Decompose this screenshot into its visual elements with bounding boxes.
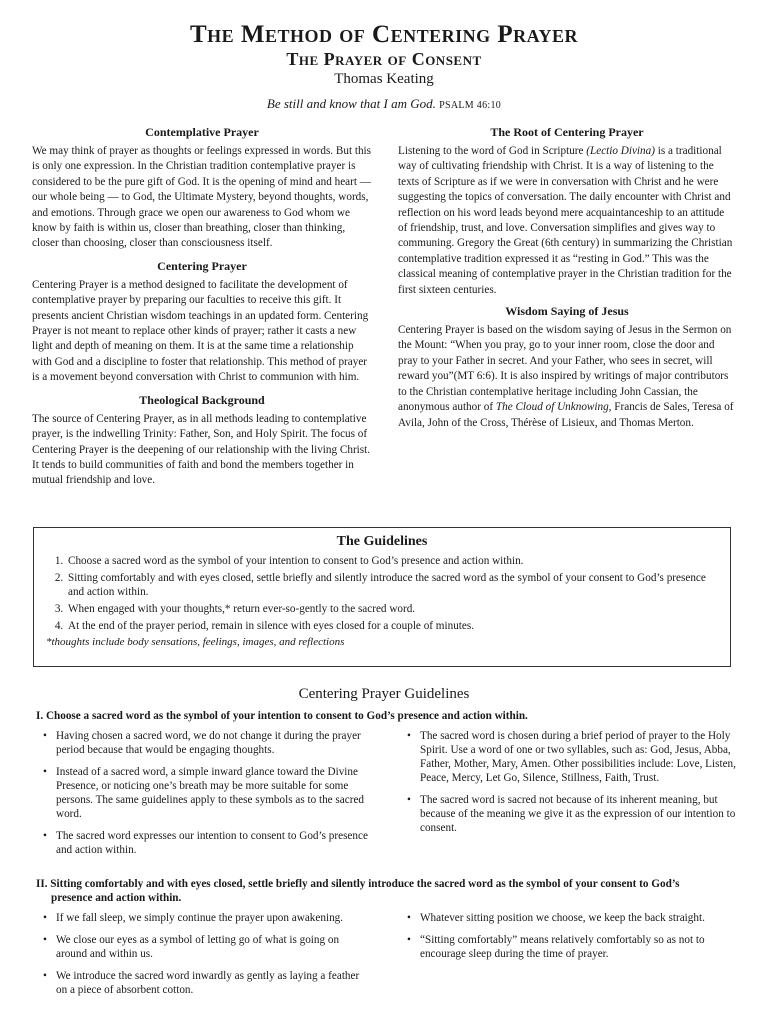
author: Thomas Keating — [334, 71, 434, 87]
wisdom-text-italic: The Cloud of Unknowing, — [495, 401, 612, 414]
guideline-item: 4. At the end of the prayer period, remain in silence with eyes closed for a couple of minutes. — [66, 619, 718, 633]
guideline-item: 3. When engaged with your thoughts,* return ever-so-gently to the sacred word. — [66, 602, 718, 616]
heading-theological-background: Theological Background — [139, 392, 265, 407]
list-item: • Having chosen a sacred word, we do not change it during the prayer period because that would be engaging thoughts. — [56, 729, 372, 757]
root-text-italic: (Lectio Divina) — [586, 145, 655, 157]
list-item: • The sacred word expresses our intention to consent to God’s presence and action within. — [56, 829, 372, 857]
list-item: • Whatever sitting position we choose, we keep the back straight. — [420, 911, 736, 925]
guidelines-list — [46, 554, 718, 633]
cpg-section-1 — [36, 709, 736, 865]
paragraph-wisdom-saying — [398, 323, 736, 431]
document-header — [0, 0, 768, 114]
wisdom-text-b: Francis de Sales, Teresa of Avila, John of the Cross, Thérèse of Lisieux, and Thomas Merton. — [398, 401, 734, 429]
section-1-columns — [36, 729, 736, 865]
list-item: • Instead of a sacred word, a simple inward glance toward the Divine Presence, or noticing one’s breath may be more suitable for some persons. The same guidelines apply to these symbols as to the sacred word. — [56, 765, 372, 821]
guidelines-title: The Guidelines — [336, 534, 428, 549]
guidelines-footnote: *thoughts include body sensations, feelings, images, and reflections — [46, 636, 345, 648]
section-2-left — [36, 911, 372, 1005]
section-2-right — [400, 911, 736, 1005]
guidelines-box — [33, 527, 731, 667]
section-2-columns — [36, 911, 736, 1005]
paragraph-root-of-centering-prayer — [398, 144, 736, 298]
list-item: • We introduce the sacred word inwardly as gently as laying a feather on a piece of absorbent cotton. — [56, 969, 372, 997]
scripture-quote — [0, 96, 768, 114]
cpg-title: Centering Prayer Guidelines — [298, 686, 470, 702]
section-1-right — [400, 729, 736, 865]
document-title: The Method of Centering Prayer — [190, 21, 578, 48]
list-item: • The sacred word is chosen during a brief period of prayer to the Holy Spirit. Use a word of one or two syllables, such as: God, Jesus, Abba, Father, Mother, Mary, Amen. Other possibilities include: Love, Listen, Peace, Mercy, Let Go, Silence, Stillness, Faith, Trust. — [420, 729, 736, 785]
section-1-heading: I. Choose a sacred word as the symbol of your intention to consent to God’s presence and action within. — [36, 710, 528, 722]
heading-wisdom-saying: Wisdom Saying of Jesus — [505, 304, 629, 319]
section-1-left — [36, 729, 372, 865]
paragraph-theological-background: The source of Centering Prayer, as in all methods leading to contemplative prayer, is the indwelling Trinity: Father, Son, and Holy Spirit. The focus of Centering Prayer is the deepening of our relationship with the living Christ. It tends to build communities of faith and bond the members together in mutual friendship and love. — [32, 412, 371, 487]
intro-columns — [32, 124, 736, 495]
root-text-a: Listening to the word of God in Scripture — [398, 145, 587, 157]
section-2-heading — [36, 877, 736, 905]
root-text-b: is a traditional way of cultivating friendship with Christ. It is a way of listening to the texts of Scripture as if we were in conversation with Christ and he were suggesting the topics of conversation. The daily encounter with Christ and reflection on his word leads beyond mere acquaintanceship to an attitude of friendship, trust, and love. Conversation simplifies and gives way to communing. Gregory the Great (6th century) in summarizing the Christian contemplative tradition expressed it as “resting in God.” This was the classical meaning of contemplative prayer in the Christian tradition for the first sixteen centuries. — [398, 145, 733, 296]
section-2-heading-line-2: presence and action within. — [51, 892, 182, 904]
heading-contemplative-prayer: Contemplative Prayer — [145, 125, 259, 139]
list-item: • If we fall sleep, we simply continue the prayer upon awakening. — [56, 911, 372, 925]
cpg-section-2 — [36, 877, 736, 1005]
quote-reference: PSALM 46:10 — [439, 100, 502, 111]
paragraph-centering-prayer: Centering Prayer is a method designed to facilitate the development of contemplative prayer by preparing our faculties to receive this gift. It presents ancient Christian wisdom teachings in an updated form. Centering Prayer is not meant to replace other kinds of prayer; rather it casts a new light and depth of meaning on them. It is at the same time a relationship with God and a discipline to foster that relationship. This method of prayer is a movement beyond conversation with Christ to communion with him. — [32, 278, 369, 384]
list-item: • We close our eyes as a symbol of letting go of what is going on around and within us. — [56, 933, 372, 961]
left-column — [32, 124, 372, 495]
wisdom-text-a: Centering Prayer is based on the wisdom saying of Jesus in the Sermon on the Mount: “When you pray, go to your inner room, close the door and pray to your Father in secret. And your Father, who sees in secret, will reward you”(MT 6:6). It is also inspired by writings of major contributors to the Christian contemplative heritage including John Cassian, the anonymous author of — [398, 324, 732, 414]
list-item: • The sacred word is sacred not because of its inherent meaning, but because of the meaning we give it as the expression of our intention to consent. — [420, 793, 736, 835]
heading-centering-prayer: Centering Prayer — [157, 258, 247, 273]
section-2-heading-line-1: II. Sitting comfortably and with eyes closed, settle briefly and silently introduce the sacred word as the symbol of your consent to God’s — [36, 878, 680, 890]
quote-text: Be still and know that I am God. — [266, 96, 436, 111]
guideline-item: 1. Choose a sacred word as the symbol of your intention to consent to God’s presence and action within. — [66, 554, 718, 568]
guideline-item: 2. Sitting comfortably and with eyes closed, settle briefly and silently introduce the sacred word as the symbol of your consent to God’s presence and action within. — [66, 571, 718, 599]
heading-root-of-centering-prayer: The Root of Centering Prayer — [490, 125, 644, 139]
paragraph-contemplative-prayer: We may think of prayer as thoughts or feelings expressed in words. But this is only one expression. In the Christian tradition contemplative prayer is considered to be the pure gift of God. It is the opening of mind and heart — our whole being — to God, the Ultimate Mystery, beyond thoughts, words, and emotions. Through grace we open our awareness to God whom we know by faith is within us, closer than breathing, closer than thinking, closer than choosing, closer than consciousness itself. — [32, 145, 372, 250]
list-item: • “Sitting comfortably” means relatively comfortably so as not to encourage sleep during the time of prayer. — [420, 933, 736, 961]
document-subtitle: The Prayer of Consent — [286, 49, 482, 69]
right-column — [398, 124, 736, 495]
